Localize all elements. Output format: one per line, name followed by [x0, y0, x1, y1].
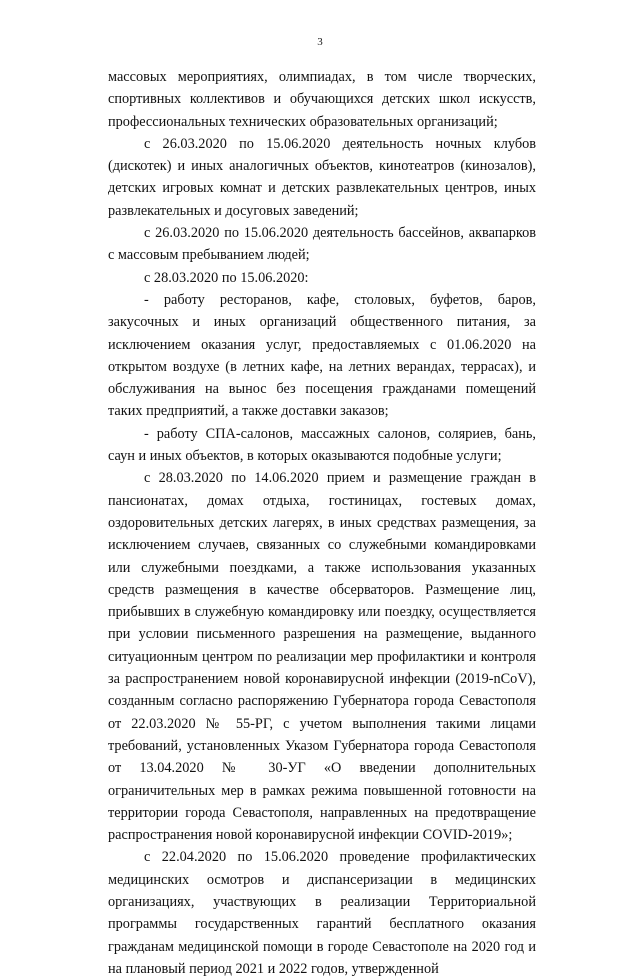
paragraph-night-clubs: с 26.03.2020 по 15.06.2020 деятельность ночных клубов (дискотек) и иных аналогичных объектов, кинотеатров (кинозалов), детских игровых комнат и детских развлекательных центров, иных развлекательных и досуговых заведений; — [108, 135, 536, 219]
paragraph-continuation: массовых мероприятиях, олимпиадах, в том числе творческих, спортивных коллективов и обучающихся детских школ искусств, профессиональных технических образовательных организаций; — [108, 69, 536, 130]
paragraph-date-heading: с 28.03.2020 по 15.06.2020: — [144, 269, 309, 286]
document-body — [108, 66, 536, 980]
page-number: 3 — [317, 36, 323, 48]
paragraph-medical-exams: с 22.04.2020 по 15.06.2020 проведение профилактических медицинских осмотров и диспансеризации в медицинских организациях, участвующих в реализации Территориальной программы государственных гарантий бесплатного оказания гражданам медицинской помощи в городе Севастополе на 2020 год и на плановый период 2021 и 2022 годов, утвержденной — [108, 849, 536, 977]
paragraph-accommodation: с 28.03.2020 по 14.06.2020 прием и размещение граждан в пансионатах, домах отдыха, гостиницах, гостевых домах, оздоровительных детских лагерях, в иных средствах размещения, за исключением случаев, связанных со служебными командировками или служебными поездками, а также использования указанных средств размещения в качестве обсерваторов. Размещение лиц, прибывших в служебную командировку или поездку, осуществляется при условии письменного разрешения на размещение, выданного ситуационным центром по реализации мер профилактики и контроля за распространением новой коронавирусной инфекции (2019-nCoV), созданным согласно распоряжению Губернатора города Севастополя от 22.03.2020 № 55-РГ, с учетом выполнения такими лицами требований, установленных Указом Губернатора города Севастополя от 13.04.2020 № 30-УГ «О введении дополнительных ограничительных мер в рамках режима повышенной готовности на территории города Севастополя, направленных на предотвращение распространения новой коронавирусной инфекции COVID-2019»; — [108, 470, 536, 844]
paragraph-pools: с 26.03.2020 по 15.06.2020 деятельность бассейнов, аквапарков с массовым пребыванием людей; — [108, 225, 536, 264]
paragraph-restaurants: - работу ресторанов, кафе, столовых, буфетов, баров, закусочных и иных организаций общественного питания, за исключением оказания услуг, предоставляемых с 01.06.2020 на открытом воздухе (в летних кафе, на летних верандах, террасах), и обслуживания на вынос без посещения гражданами помещений таких предприятий, а также доставки заказов; — [108, 291, 536, 420]
paragraph-spa: - работу СПА-салонов, массажных салонов, соляриев, бань, саун и иных объектов, в которых оказываются подобные услуги; — [108, 425, 536, 465]
